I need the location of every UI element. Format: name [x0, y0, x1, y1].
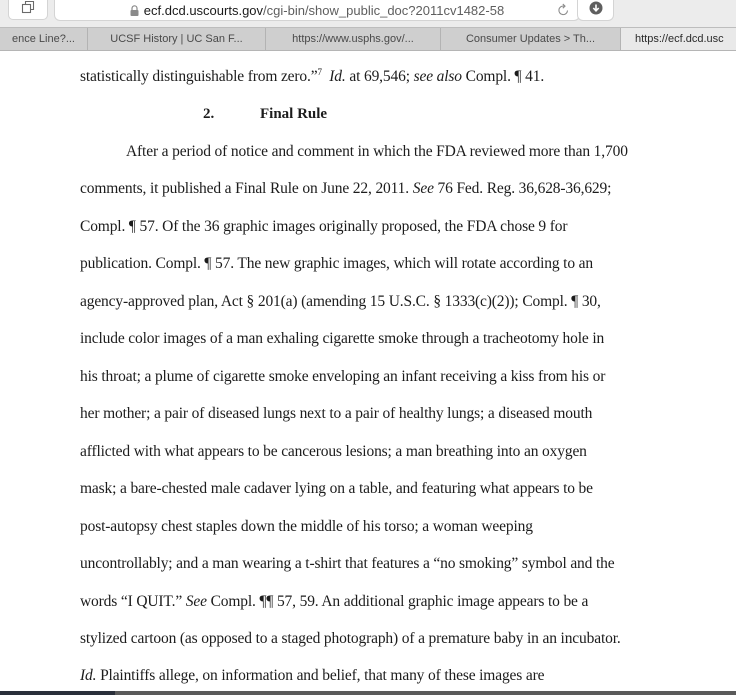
tab-label: https://ecf.dcd.usc [635, 33, 724, 45]
text-line: include color images of a man exhaling cigarette smoke through a tracheotomy hole in [80, 330, 605, 347]
text-line: Compl. ¶ 57. Of the 36 graphic images originally proposed, the FDA chose 9 for [80, 218, 568, 235]
tab-label: Consumer Updates > Th... [465, 33, 596, 45]
text-line: statistically distinguishable from zero.”$^7$ Id. at 69,546; see also Compl. ¶ 41. [80, 67, 545, 85]
section-number: 2. [203, 106, 215, 122]
tab-usphs[interactable] [266, 28, 441, 50]
tab-consumer-updates[interactable] [441, 28, 621, 50]
text-line: post-autopsy chest staples down the middle of his torso; a woman weeping [80, 518, 533, 535]
window-bottom-edge [0, 691, 736, 695]
text-line: uncontrollably; and a man wearing a t-shirt that features a “no smoking” symbol and the [80, 555, 615, 572]
tab-label: ence Line?... [12, 33, 75, 45]
section-heading: Final Rule [260, 106, 328, 122]
tab-ucsf-history[interactable] [88, 28, 266, 50]
text-line: Id. Plaintiffs allege, on information and belief, that many of these images are [80, 667, 545, 684]
tab-bar [0, 27, 736, 51]
text-line: mask; a bare-chested male cadaver lying on a table, and featuring what appears to be [80, 480, 593, 497]
text-line: publication. Compl. ¶ 57. The new graphic images, which will rotate according to an [80, 255, 593, 272]
tab-label: https://www.usphs.gov/... [292, 33, 414, 45]
download-icon [589, 1, 603, 20]
url-path: /cgi-bin/show_public_doc?2011cv1482-58 [263, 2, 505, 18]
lock-icon [130, 5, 139, 16]
text-line: words “I QUIT.” See Compl. ¶¶ 57, 59. An additional graphic image appears to be a [80, 593, 589, 610]
address-bar[interactable] [54, 0, 580, 21]
text-line: her mother; a pair of diseased lungs next to a pair of healthy lungs; a diseased mouth [80, 405, 593, 422]
text-line: afflicted with what appears to be cancerous lesions; a man breathing into an oxygen [80, 443, 587, 460]
downloads-button[interactable] [577, 0, 614, 21]
text-line: his throat; a plume of cigarette smoke enveloping an infant receiving a kiss from his or [80, 368, 606, 385]
tab-overview-button[interactable] [8, 0, 48, 20]
browser-toolbar [0, 0, 736, 27]
tab-ecf-active[interactable] [621, 28, 736, 50]
reload-icon[interactable] [557, 3, 570, 17]
tab-overview-icon [21, 0, 35, 19]
text-line: comments, it published a Final Rule on June 22, 2011. See 76 Fed. Reg. 36,628-36,629; [80, 180, 612, 197]
url-domain: ecf.dcd.uscourts.gov [143, 2, 264, 18]
text-line: agency-approved plan, Act § 201(a) (amending 15 U.S.C. § 1333(c)(2)); Compl. ¶ 30, [80, 293, 601, 310]
dock-edge [0, 691, 115, 695]
tab-ence-line[interactable] [0, 28, 88, 50]
tab-label: UCSF History | UC San F... [110, 33, 243, 45]
pdf-document [0, 51, 736, 691]
text-line: After a period of notice and comment in which the FDA reviewed more than 1,700 [126, 143, 628, 160]
text-line: stylized cartoon (as opposed to a staged photograph) of a premature baby in an incubator. [80, 630, 621, 647]
